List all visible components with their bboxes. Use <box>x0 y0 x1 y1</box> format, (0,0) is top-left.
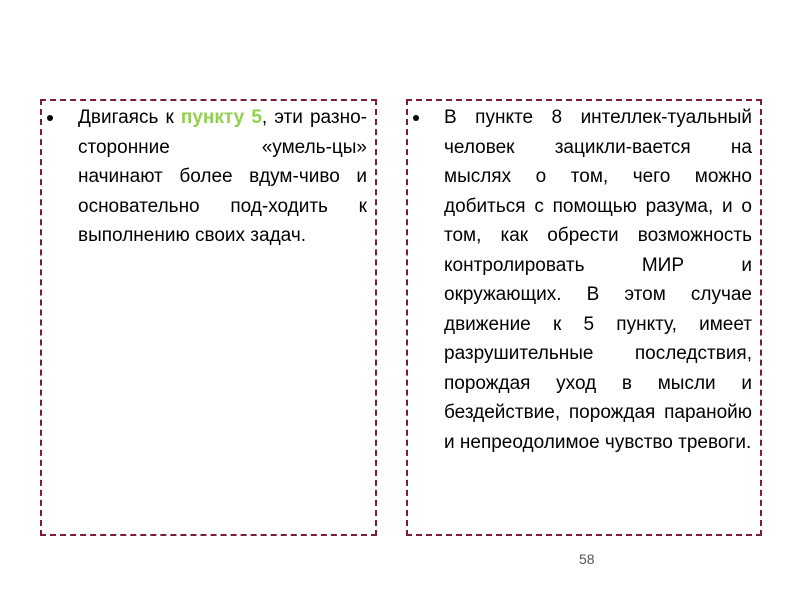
bullet-icon <box>47 115 53 121</box>
left-text-before: Двигаясь к <box>78 107 181 128</box>
right-text-panel <box>406 99 762 536</box>
right-paragraph: В пункте 8 интеллек-туальный человек зацикли-вается на мыслях о том, чего можно добиться с помощью разума, и о том, как обрести возможность контролировать МИР и окружающих. В этом случае движение к 5 пункту, имеет разрушительные последствия, порождая уход в мысли и бездействие, порождая паранойю и непреодолимое чувство тревоги. <box>444 107 752 453</box>
highlighted-term: пункту 5 <box>180 107 262 128</box>
page-number: 58 <box>579 551 595 567</box>
left-paragraph <box>78 103 367 251</box>
bullet-icon <box>413 115 419 121</box>
left-text-panel <box>40 99 377 536</box>
left-text-after: , эти разно-сторонние «умель-цы» начинают более вдум-чиво и основательно под-ходить к выполнению своих задач. <box>78 107 367 246</box>
